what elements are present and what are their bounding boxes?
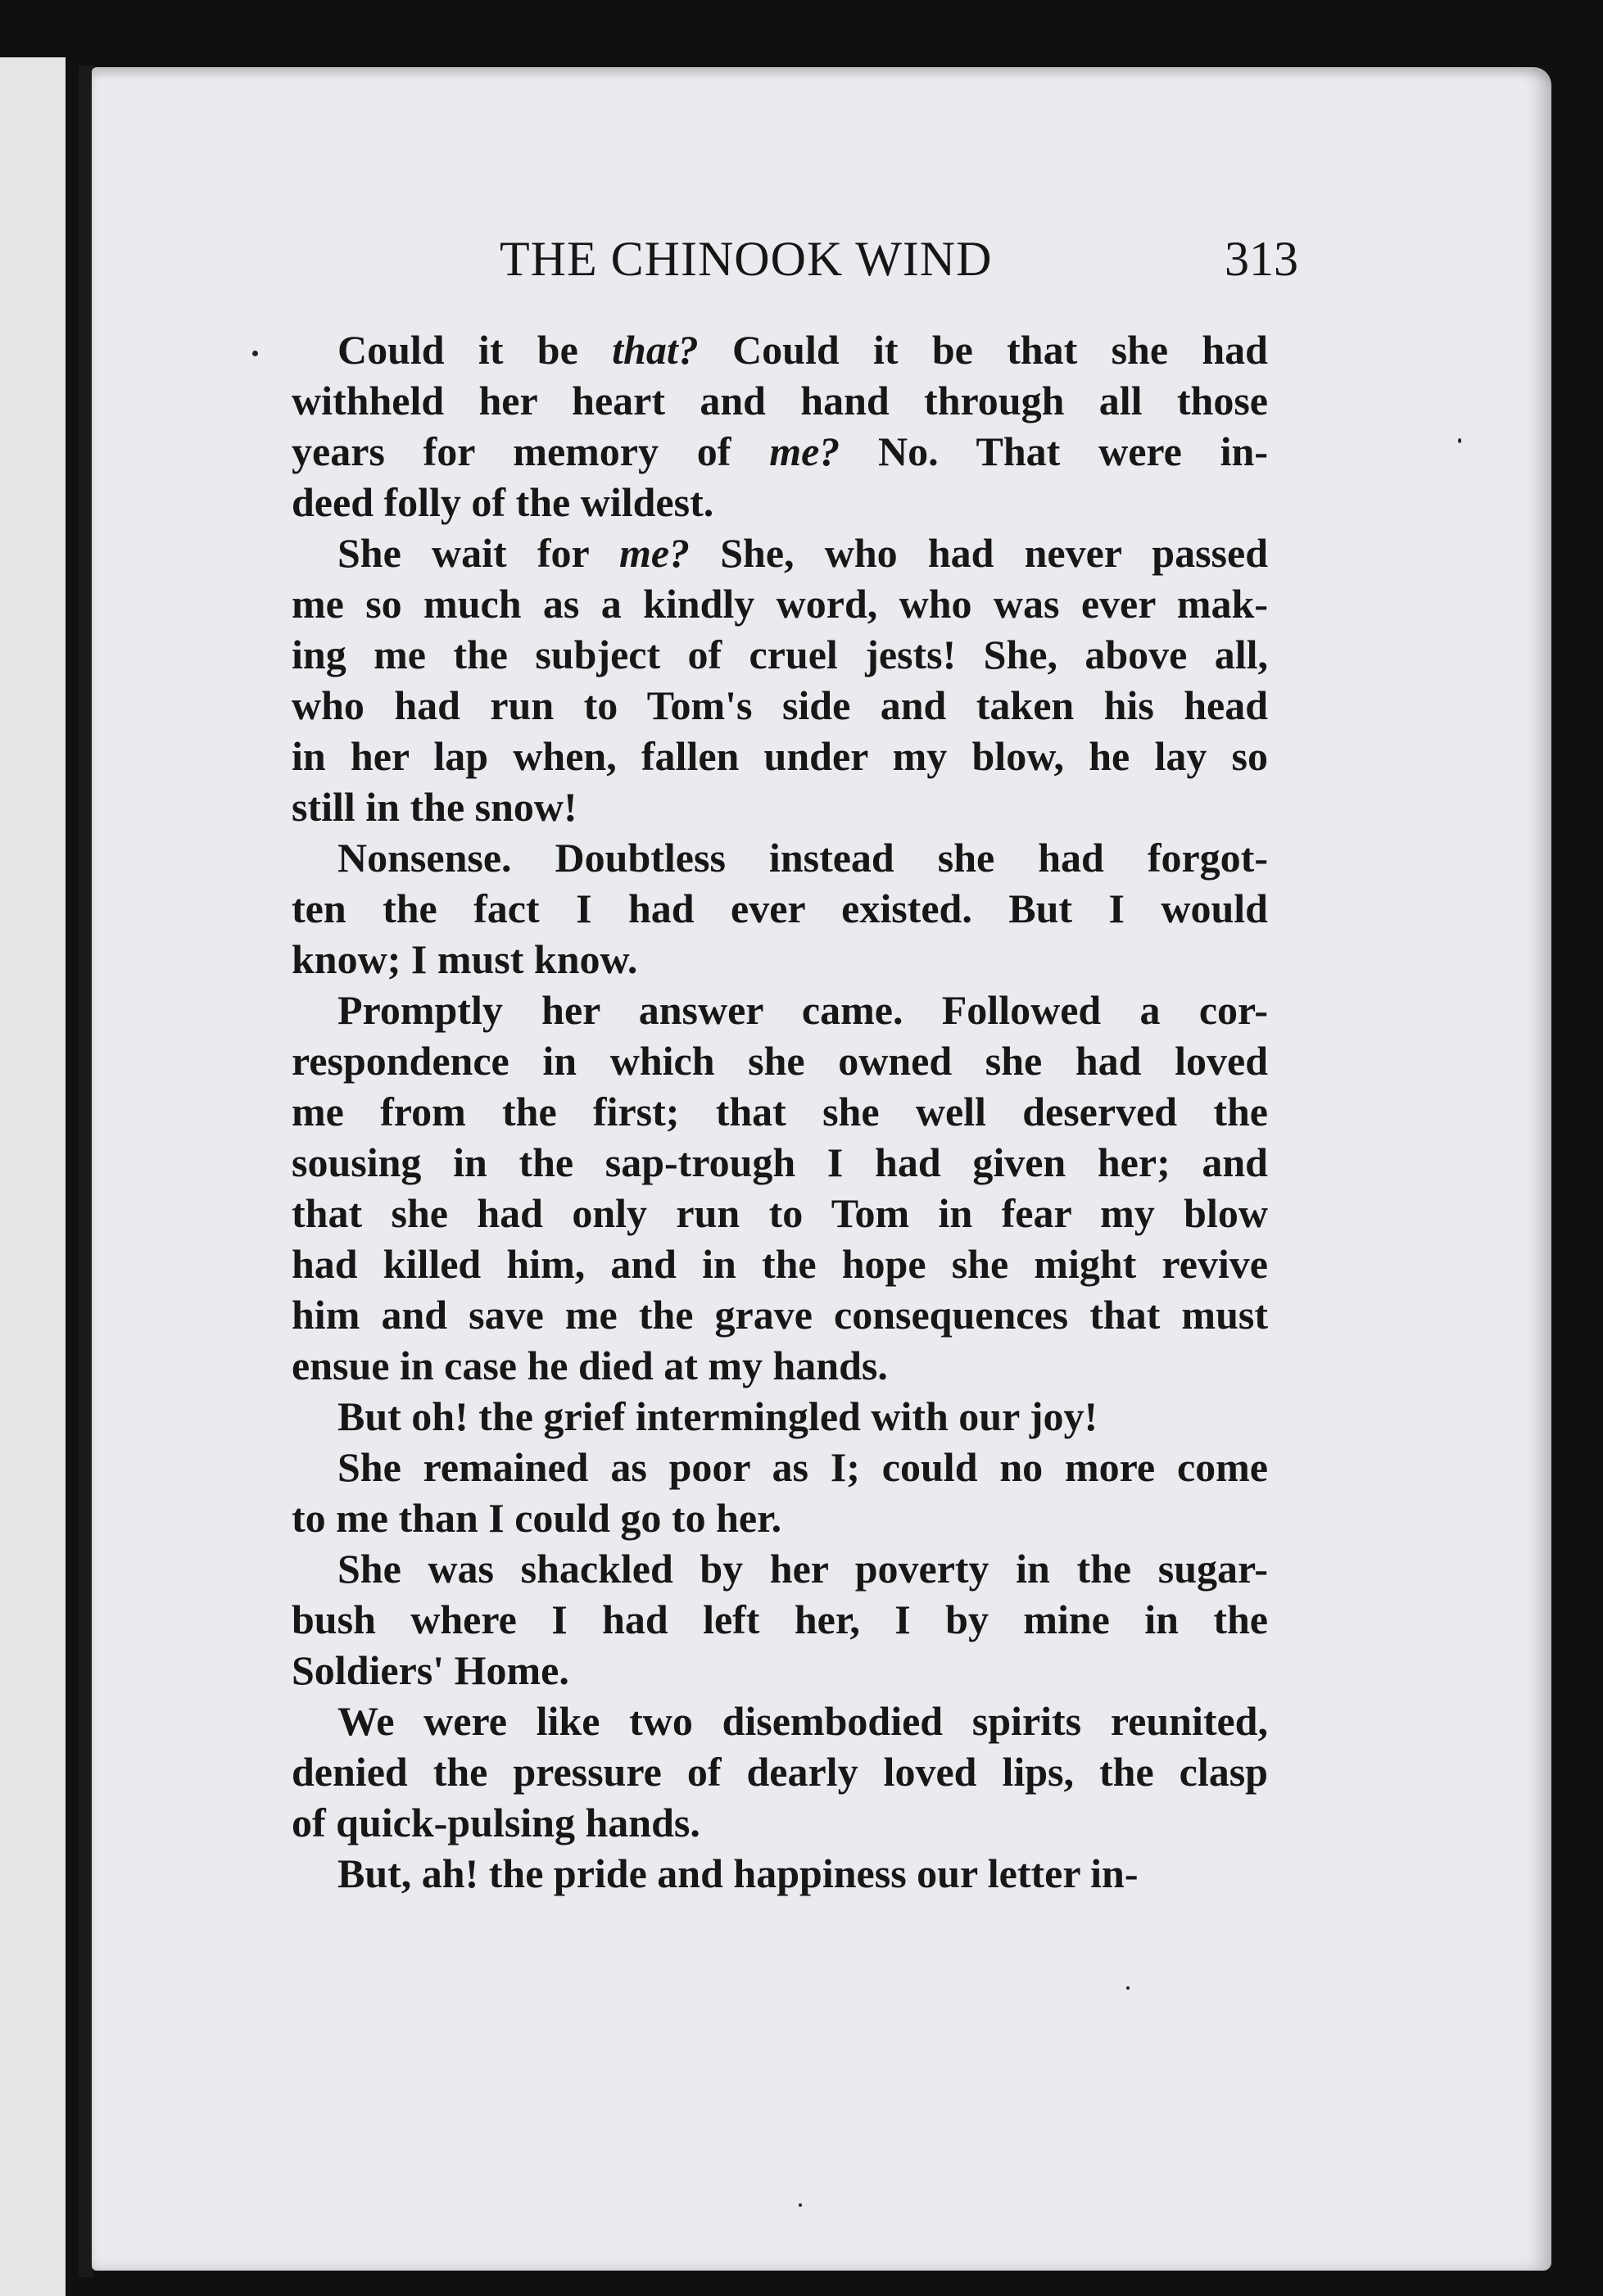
text-line: Nonsense. Doubtless instead she had forgot- [337,835,1268,881]
text-line: him and save me the grave consequences that must [292,1292,1268,1338]
text-line: of quick-pulsing hands. [292,1800,700,1845]
scan-speck [252,351,258,356]
text-line: Promptly her answer came. Followed a cor- [337,987,1268,1033]
body-text [292,324,1268,1899]
text-line: in her lap when, fallen under my blow, he lay so [292,733,1268,779]
text-line: had killed him, and in the hope she might revive [292,1241,1268,1287]
text-line: ten the fact I had ever existed. But I would [292,885,1268,931]
text-line: She was shackled by her poverty in the sugar- [337,1546,1268,1592]
text-line: to me than I could go to her. [292,1495,782,1541]
scan-speck [1458,438,1461,443]
text-line: bush where I had left her, I by mine in the [292,1596,1268,1642]
text-line: ensue in case he died at my hands. [292,1343,888,1388]
text-line: years for memory of me? No. That were in- [292,428,1268,474]
text-line: sousing in the sap-trough I had given her; and [292,1139,1268,1185]
text-line: who had run to Tom's side and taken his head [292,682,1268,728]
text-line: me so much as a kindly word, who was ever mak- [292,581,1268,627]
text-line: We were like two disembodied spirits reunited, [337,1698,1268,1744]
text-line: But oh! the grief intermingled with our joy! [337,1393,1098,1439]
text-line: withheld her heart and hand through all those [292,378,1268,423]
text-line: deed folly of the wildest. [292,479,714,525]
text-line: respondence in which she owned she had loved [292,1038,1268,1084]
page-number: 313 [1225,232,1298,286]
text-line: ing me the subject of cruel jests! She, above all, [292,632,1268,677]
running-title: THE CHINOOK WIND [500,232,993,286]
text-line: But, ah! the pride and happiness our letter in- [337,1850,1139,1896]
text-line: know; I must know. [292,936,638,982]
text-line: Could it be that? Could it be that she had [337,327,1268,373]
text-line: denied the pressure of dearly loved lips, the clasp [292,1749,1268,1795]
text-line: She wait for me? She, who had never passed [337,530,1268,576]
text-line: still in the snow! [292,784,577,830]
facing-page-edge [0,57,66,2296]
running-header [246,231,1298,297]
text-line: Soldiers' Home. [292,1647,569,1693]
scan-speck [1126,1986,1130,1990]
text-line: that she had only run to Tom in fear my blow [292,1190,1268,1236]
text-line: me from the first; that she well deserved the [292,1089,1268,1134]
text-line: She remained as poor as I; could no more come [337,1444,1268,1490]
scan-speck [799,2203,802,2207]
